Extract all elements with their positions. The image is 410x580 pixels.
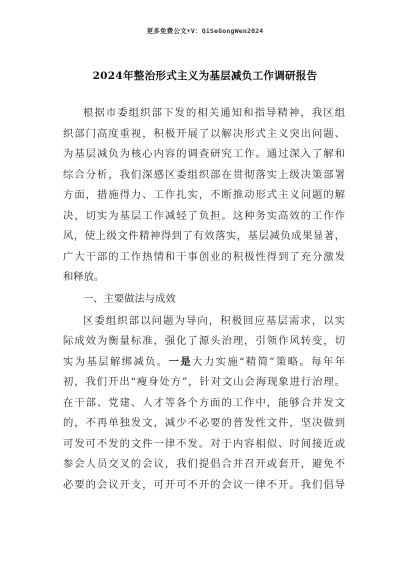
paragraph-line: 的，不再单独发文，减少不必要的普发性文件，坚决做到 xyxy=(63,417,345,429)
paragraph-line xyxy=(63,352,345,373)
paragraph-line: 区委组织部以问题为导向，积极回应基层需求，以实 xyxy=(83,314,345,327)
section-heading: 一、主要做法与成效 xyxy=(83,292,176,305)
paragraph-line: 参会人员交叉的会议，我们提倡合并召开或套开，避免不 xyxy=(63,458,345,470)
paragraph-line: 可发可不发的文件一律不发。对于内容相似、时间接近或 xyxy=(63,437,345,450)
header-note: 更多免费公文+V：QiSeGongWen2024 xyxy=(146,27,264,35)
paragraph-line: 风，使上级文件精神得到了有效落实，基层减负成果显著， xyxy=(63,230,345,242)
paragraph-line: 广大干部的工作热情和干事创业的积极性得到了充分激发 xyxy=(63,250,345,263)
paragraph-line: 根据市委组织部下发的相关通知和指导精神，我区组 xyxy=(83,107,345,119)
paragraph-line: 在干部、党建、人才等各个方面的工作中，能够合并发文 xyxy=(63,396,345,409)
paragraph-line: 和释放。 xyxy=(63,271,105,283)
emphasis-run: 一是 xyxy=(168,355,193,368)
paragraph-line: 初，我们开出“瘦身处方”，针对文山会海现象进行治理。 xyxy=(63,376,345,388)
document-title: 2024年整治形式主义为基层减负工作调研报告 xyxy=(92,70,318,82)
paragraph-run: 大力实施“精简”策略。每年年 xyxy=(192,355,345,368)
paragraph-line: 织部门高度重视，积极开展了以解决形式主义突出问题、 xyxy=(63,127,345,140)
paragraph-line: 决，切实为基层工作减轻了负担。这种务实高效的工作作 xyxy=(63,209,345,222)
paragraph-line: 为基层减负为核心内容的调查研究工作。通过深入了解和 xyxy=(63,148,345,160)
paragraph-line: 综合分析，我们深感区委组织部在贯彻落实上级决策部署 xyxy=(63,168,345,181)
paragraph-run: 实为基层解绑减负。 xyxy=(63,355,169,368)
paragraph-line: 必要的会议开支，可开可不开的会议一律不开。我们倡导 xyxy=(63,478,345,491)
document-body xyxy=(63,103,345,495)
paragraph-line: 方面，措施得力、工作扎实，不断推动形式主义问题的解 xyxy=(63,189,345,201)
paragraph-line: 际成效为衡量标准，强化了源头治理，引领作风转变，切 xyxy=(63,335,345,347)
